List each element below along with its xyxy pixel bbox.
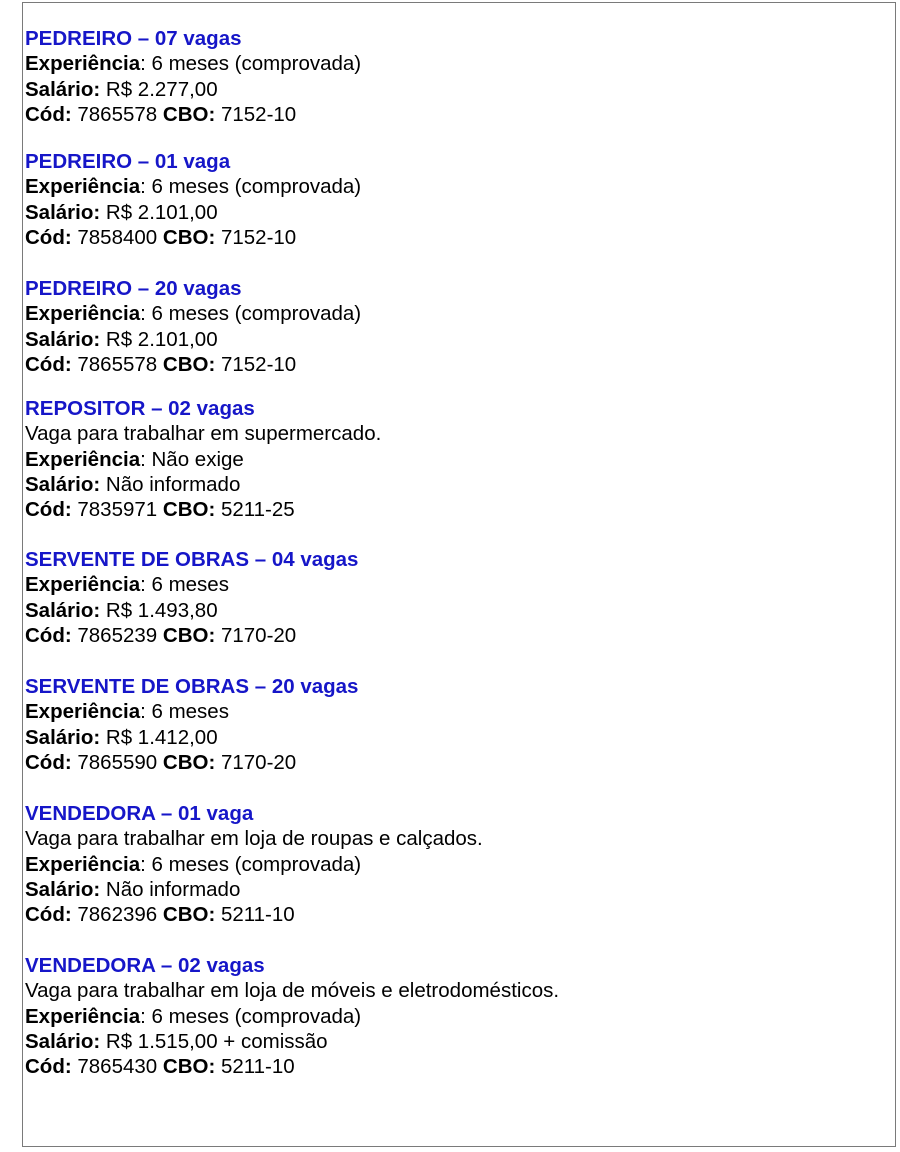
- job-listing: [25, 674, 885, 775]
- job-experience: [25, 699, 885, 724]
- job-listing: [25, 396, 885, 522]
- job-codes: [25, 497, 885, 522]
- job-title: PEDREIRO – 20 vagas: [25, 277, 242, 300]
- job-experience: [25, 852, 885, 877]
- experience-value: : 6 meses (comprovada): [140, 1004, 362, 1028]
- cbo-label: CBO:: [162, 225, 216, 249]
- cbo-value: 7170-20: [215, 750, 297, 774]
- code-label: Cód:: [25, 903, 72, 927]
- job-listing: [25, 149, 885, 250]
- experience-value: : 6 meses (comprovada): [140, 52, 362, 76]
- code-label: Cód:: [25, 225, 72, 249]
- experience-value: : 6 meses: [140, 700, 229, 724]
- code-label: Cód:: [25, 352, 72, 376]
- job-codes: [25, 1054, 885, 1079]
- code-value: 7865578: [71, 102, 163, 126]
- experience-value: : 6 meses (comprovada): [140, 302, 362, 326]
- salary-label: Salário:: [25, 200, 101, 224]
- salary-value: Não informado: [100, 472, 241, 496]
- job-codes: [25, 352, 885, 377]
- code-value: 7865590: [71, 750, 163, 774]
- experience-label: Experiência: [25, 302, 141, 326]
- cbo-value: 5211-10: [215, 1055, 295, 1079]
- job-experience: [25, 447, 885, 472]
- job-title: PEDREIRO – 01 vaga: [25, 150, 231, 173]
- job-salary: [25, 77, 885, 102]
- experience-label: Experiência: [25, 52, 141, 76]
- job-listing: [25, 801, 885, 927]
- job-salary: [25, 725, 885, 750]
- salary-value: R$ 1.412,00: [100, 725, 218, 749]
- salary-label: Salário:: [25, 327, 101, 351]
- salary-label: Salário:: [25, 877, 101, 901]
- salary-label: Salário:: [25, 598, 101, 622]
- job-description: Vaga para trabalhar em supermercado.: [25, 422, 382, 446]
- job-experience: [25, 572, 885, 597]
- job-codes: [25, 623, 885, 648]
- cbo-value: 7152-10: [215, 352, 297, 376]
- job-codes: [25, 902, 885, 927]
- code-value: 7865239: [71, 623, 163, 647]
- code-label: Cód:: [25, 498, 72, 522]
- cbo-label: CBO:: [162, 1055, 216, 1079]
- experience-value: : Não exige: [140, 447, 244, 471]
- cbo-value: 7170-20: [215, 623, 297, 647]
- salary-label: Salário:: [25, 725, 101, 749]
- cbo-label: CBO:: [162, 498, 216, 522]
- experience-value: : 6 meses (comprovada): [140, 175, 362, 199]
- code-label: Cód:: [25, 750, 72, 774]
- job-description: Vaga para trabalhar em loja de roupas e calçados.: [25, 827, 483, 851]
- salary-label: Salário:: [25, 1029, 101, 1053]
- job-listing: [25, 26, 885, 127]
- experience-value: : 6 meses (comprovada): [140, 852, 362, 876]
- job-codes: [25, 225, 885, 250]
- salary-label: Salário:: [25, 472, 101, 496]
- job-title: VENDEDORA – 02 vagas: [25, 954, 265, 977]
- code-label: Cód:: [25, 102, 72, 126]
- experience-label: Experiência: [25, 700, 141, 724]
- experience-label: Experiência: [25, 447, 141, 471]
- experience-label: Experiência: [25, 1004, 141, 1028]
- experience-label: Experiência: [25, 573, 141, 597]
- job-title: SERVENTE DE OBRAS – 20 vagas: [25, 675, 359, 698]
- salary-label: Salário:: [25, 77, 101, 101]
- job-listing: [25, 953, 885, 1079]
- cbo-label: CBO:: [162, 102, 216, 126]
- experience-label: Experiência: [25, 852, 141, 876]
- salary-value: R$ 2.101,00: [100, 200, 218, 224]
- job-salary: [25, 877, 885, 902]
- cbo-label: CBO:: [162, 623, 216, 647]
- cbo-label: CBO:: [162, 903, 216, 927]
- job-salary: [25, 200, 885, 225]
- job-title: SERVENTE DE OBRAS – 04 vagas: [25, 548, 359, 571]
- job-codes: [25, 750, 885, 775]
- code-value: 7862396: [71, 903, 163, 927]
- job-salary: [25, 1029, 885, 1054]
- job-listing: [25, 547, 885, 648]
- cbo-value: 7152-10: [215, 225, 297, 249]
- salary-value: R$ 2.101,00: [100, 327, 218, 351]
- cbo-label: CBO:: [162, 352, 216, 376]
- cbo-value: 5211-25: [215, 498, 295, 522]
- code-label: Cód:: [25, 1055, 72, 1079]
- job-salary: [25, 327, 885, 352]
- job-title: VENDEDORA – 01 vaga: [25, 802, 254, 825]
- job-experience: [25, 301, 885, 326]
- job-experience: [25, 51, 885, 76]
- code-value: 7865578: [71, 352, 163, 376]
- job-title: PEDREIRO – 07 vagas: [25, 27, 242, 50]
- salary-value: R$ 1.493,80: [100, 598, 218, 622]
- job-codes: [25, 102, 885, 127]
- code-value: 7858400: [71, 225, 163, 249]
- cbo-label: CBO:: [162, 750, 216, 774]
- salary-value: R$ 1.515,00 + comissão: [100, 1029, 328, 1053]
- job-salary: [25, 598, 885, 623]
- cbo-value: 5211-10: [215, 903, 295, 927]
- experience-label: Experiência: [25, 175, 141, 199]
- job-description: Vaga para trabalhar em loja de móveis e eletrodomésticos.: [25, 979, 560, 1003]
- salary-value: Não informado: [100, 877, 241, 901]
- job-experience: [25, 174, 885, 199]
- job-listing: [25, 276, 885, 377]
- job-experience: [25, 1004, 885, 1029]
- code-label: Cód:: [25, 623, 72, 647]
- experience-value: : 6 meses: [140, 573, 229, 597]
- code-value: 7865430: [71, 1055, 163, 1079]
- job-title: REPOSITOR – 02 vagas: [25, 397, 255, 420]
- cbo-value: 7152-10: [215, 102, 297, 126]
- code-value: 7835971: [71, 498, 163, 522]
- job-salary: [25, 472, 885, 497]
- salary-value: R$ 2.277,00: [100, 77, 218, 101]
